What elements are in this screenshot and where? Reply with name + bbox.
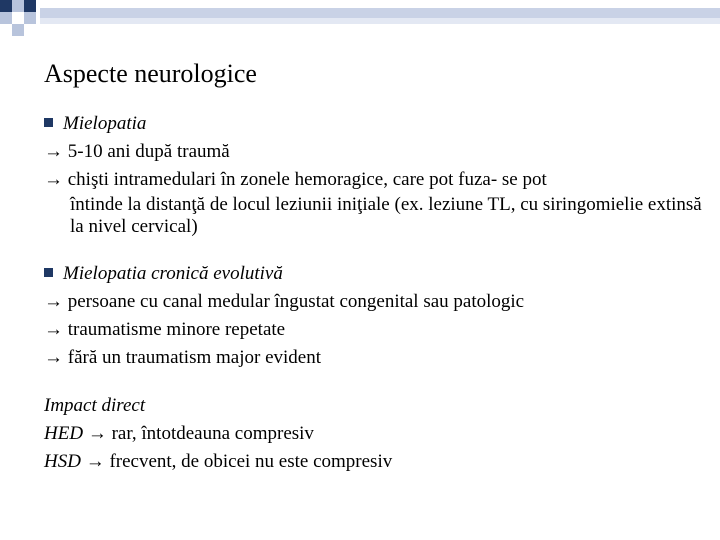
section-1-continuation: întinde la distanţă de locul leziunii iniţiale (ex. leziune TL, cu siringomielie extinsă la nivel cervical): [70, 194, 702, 237]
row-text: → frecvent, de obicei nu este compresiv: [80, 451, 393, 472]
section-2-line: → persoane cu canal medular îngustat congenital sau patologic: [44, 291, 525, 312]
section-3-row: [44, 448, 704, 476]
row-label: HSD: [44, 451, 81, 472]
section-2-line: → fără un traumatism major evident: [44, 347, 321, 368]
section-1-line: → 5-10 ani după traumă: [44, 141, 230, 162]
section-2-line: → traumatisme minore repetate: [44, 319, 286, 340]
header-decoration: [0, 0, 720, 40]
section-2-heading-row: [44, 260, 704, 288]
section-1-heading: Mielopatia: [63, 113, 147, 134]
section-3-row: [44, 420, 704, 448]
slide-content: [44, 110, 704, 476]
section-3-heading: Impact direct: [44, 395, 146, 416]
square-bullet-icon: [44, 268, 53, 277]
section-1-heading-row: [44, 110, 704, 138]
square-bullet-icon: [44, 118, 53, 127]
slide-title: Aspecte neurologice: [44, 59, 257, 88]
row-text: → rar, întotdeauna compresiv: [83, 423, 314, 444]
row-label: HED: [44, 423, 84, 444]
section-2-heading: Mielopatia cronică evolutivă: [63, 263, 283, 284]
section-1-line: → chişti intramedulari în zonele hemoragice, care pot fuza- se pot: [44, 169, 547, 190]
